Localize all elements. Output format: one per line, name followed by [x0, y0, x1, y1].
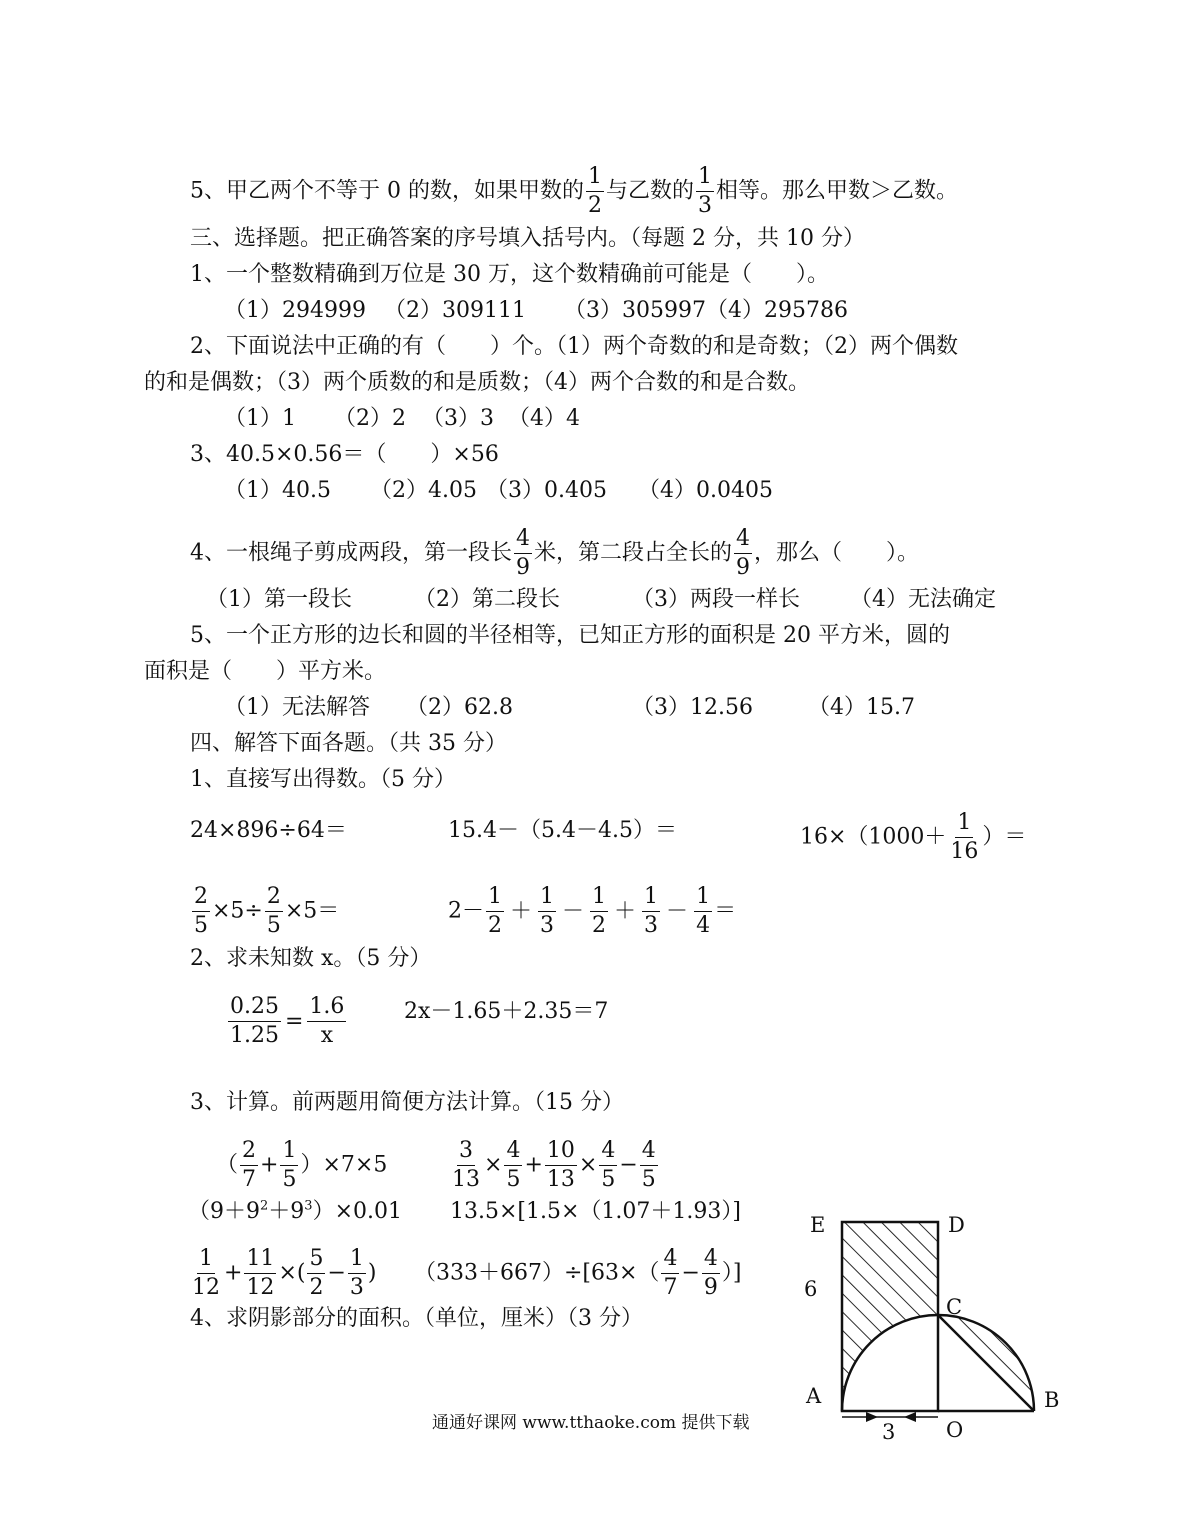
fraction: $\frac{2}{5}$ [194, 884, 208, 938]
option: （2）62.8 [406, 695, 513, 720]
fraction: $\frac{1}{5}$ [282, 1138, 297, 1192]
mental-expr-1: 24×896÷64＝ [190, 818, 347, 843]
option: （3）0.405 [486, 478, 607, 503]
fraction: $\frac{4}{5}$ [601, 1138, 616, 1192]
fraction: $\frac{1}{4}$ [696, 884, 711, 938]
problem-3-title: 3、计算。前两题用简便方法计算。（15 分） [190, 1090, 624, 1115]
operator: ＋ [614, 898, 637, 924]
option: （1）40.5 [224, 478, 331, 503]
equation-1: $\frac{0.25}{1.25}$ = $\frac{1.6}{x}$ [230, 994, 345, 1048]
option: （3）3 [422, 406, 494, 431]
section-3-title: 三、选择题。把正确答案的序号填入括号内。（每题 2 分，共 10 分） [190, 226, 865, 251]
choice-3-options [224, 476, 773, 506]
choice-2-options [224, 404, 580, 434]
option: （4）无法确定 [850, 587, 996, 612]
fraction: $\frac{4}{9}$ [516, 526, 530, 580]
mental-expr-5: 2－ $\frac{1}{2}$ ＋ $\frac{1}{3}$ － $\frac{1}{2}$ ＋ $\frac{1}{3}$ － $\frac{1}{4}$ ＝ [448, 884, 737, 938]
fraction: $\frac{4}{9}$ [703, 1246, 718, 1300]
fraction: $\frac{4}{5}$ [506, 1138, 521, 1192]
option: （4）0.0405 [638, 478, 773, 503]
option: （2）4.05 [370, 478, 477, 503]
calc-expr-3: $(9+9^2+9^3)\times 0.01$ [188, 1198, 402, 1224]
calc-expr-2: $\frac{3}{13}$ × $\frac{4}{5}$ + $\frac{10}{13}$ × $\frac{4}{5}$ − $\frac{4}{5}$ [452, 1138, 656, 1192]
footer-credit: 通通好课网 www.tthaoke.com 提供下载 [432, 1413, 750, 1433]
option: （3）305997 [564, 298, 706, 323]
fraction: $\frac{3}{13}$ [452, 1138, 480, 1192]
choice-4-stem: 4、一根绳子剪成两段，第一段长 $\frac{4}{9}$ 米，第二段占全长的 $\frac{4}{9}$ ，那么（ ）。 [190, 526, 920, 580]
label-d: D [948, 1213, 965, 1237]
operator: ＋ [510, 898, 533, 924]
label-c: C [946, 1295, 963, 1319]
mental-expr-2: 15.4－（5.4－4.5）＝ [448, 818, 677, 843]
option: （1）第一段长 [206, 587, 352, 612]
judgment-item-5: 5、甲乙两个不等于 0 的数，如果甲数的 $\frac{1}{2}$ 与乙数的 $\frac{1}{3}$ 相等。那么甲数＞乙数。 [190, 164, 959, 218]
arrow-head-icon [866, 1412, 878, 1422]
fraction: $\frac{1}{2}$ [587, 164, 602, 218]
choice-4-options [206, 585, 996, 615]
fraction: $\frac{4}{9}$ [736, 526, 751, 580]
choice-3-stem: 3、40.5×0.56＝（ ）×56 [190, 442, 499, 467]
fraction: $\frac{1}{3}$ [644, 884, 659, 938]
problem-1-title: 1、直接写出得数。（5 分） [190, 767, 456, 792]
operator: － [562, 898, 585, 924]
option: （2）309111 [384, 298, 526, 323]
choice-1-stem: 1、一个整数精确到万位是 30 万，这个数精确前可能是（ ）。 [190, 262, 829, 287]
problem-2-title: 2、求未知数 x。（5 分） [190, 946, 432, 971]
label-a: A [806, 1384, 822, 1408]
operator: － [666, 898, 689, 924]
fraction: $\frac{2}{7}$ [242, 1138, 257, 1192]
mental-expr-4: $\frac{2}{5}$ ×5÷ $\frac{2}{5}$ ×5＝ [194, 884, 340, 938]
fraction: $\frac{4}{5}$ [641, 1138, 656, 1192]
fraction: $\frac{1}{12}$ [192, 1246, 220, 1300]
option: （1）无法解答 [224, 695, 370, 720]
choice-5-stem-line2: 面积是（ ）平方米。 [144, 659, 387, 684]
fraction: $\frac{1}{2}$ [488, 884, 502, 938]
fraction: $\frac{11}{12}$ [246, 1246, 275, 1300]
equation-2: 2x－1.65＋2.35＝7 [404, 999, 609, 1024]
shaded-area-figure [780, 1195, 1080, 1445]
option: （4）4 [508, 406, 580, 431]
fraction: $\frac{0.25}{1.25}$ [230, 994, 279, 1048]
problem-4-title: 4、求阴影部分的面积。（单位，厘米）（3 分） [190, 1306, 643, 1331]
choice-5-stem-line1: 5、一个正方形的边长和圆的半径相等，已知正方形的面积是 20 平方米，圆的 [190, 623, 950, 648]
fraction: $\frac{1.6}{x}$ [309, 994, 345, 1048]
fraction: $\frac{1}{3}$ [349, 1246, 364, 1300]
fraction: $\frac{4}{7}$ [663, 1246, 678, 1300]
label-e: E [810, 1213, 826, 1237]
choice-5-options [224, 693, 915, 723]
arrow-head-icon [904, 1412, 916, 1422]
option: （1）294999 [224, 298, 366, 323]
fraction: $\frac{5}{2}$ [309, 1246, 324, 1300]
choice-2-stem-line2: 的和是偶数；（3）两个质数的和是质数；（4）两个合数的和是合数。 [144, 370, 810, 395]
calc-expr-5: $\frac{1}{12}$ + $\frac{11}{12}$ ×( $\frac{5}{2}$ − $\frac{1}{3}$ ) [192, 1246, 377, 1300]
option: （3）12.56 [632, 695, 753, 720]
calc-expr-6: （333＋667）÷[63×（ $\frac{4}{7}$ − $\frac{4}{9}$ ）] [414, 1246, 742, 1300]
label-o: O [946, 1418, 964, 1442]
label-b: B [1044, 1388, 1060, 1412]
option: （2）2 [334, 406, 406, 431]
fraction: $\frac{1}{2}$ [592, 884, 607, 938]
option: （3）两段一样长 [632, 587, 800, 612]
fraction: $\frac{10}{13}$ [546, 1138, 575, 1192]
choice-2-stem-line1: 2、下面说法中正确的有（ ）个。（1）两个奇数的和是奇数；（2）两个偶数 [190, 334, 958, 359]
label-base: 3 [882, 1420, 896, 1444]
option: （1）1 [224, 406, 296, 431]
calc-expr-1: （ $\frac{2}{7}$ + $\frac{1}{5}$ ）×7×5 [216, 1138, 388, 1192]
choice-1-options [224, 296, 848, 326]
mental-expr-3: 16×（1000＋ $\frac{1}{16}$ ）＝ [800, 810, 1027, 864]
label-side: 6 [804, 1277, 818, 1301]
option: （4）295786 [705, 298, 848, 323]
option: （2）第二段长 [414, 587, 560, 612]
section-4-title: 四、解答下面各题。（共 35 分） [190, 731, 507, 756]
option: （4）15.7 [808, 695, 915, 720]
fraction: $\frac{2}{5}$ [266, 884, 281, 938]
calc-expr-4: 13.5×[1.5×（1.07＋1.93）] [450, 1199, 741, 1224]
fraction: $\frac{1}{16}$ [950, 810, 979, 864]
fraction: $\frac{1}{3}$ [698, 164, 712, 218]
fraction: $\frac{1}{3}$ [540, 884, 555, 938]
